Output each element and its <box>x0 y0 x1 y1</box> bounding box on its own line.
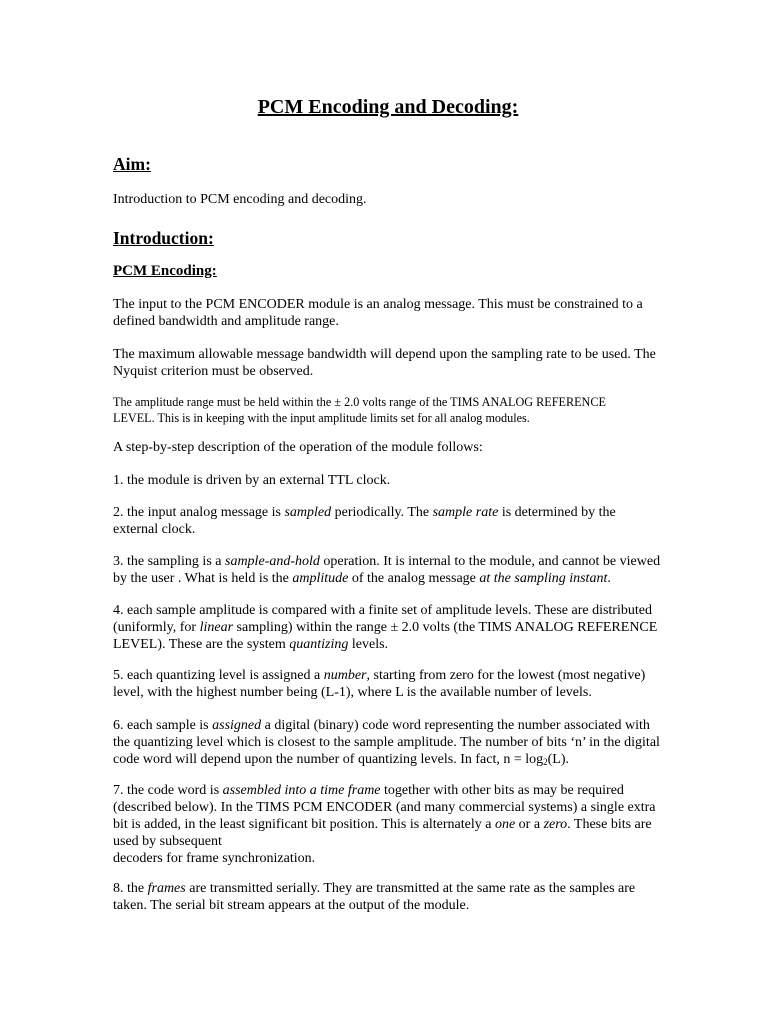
paragraph-amplitude-range <box>113 395 663 426</box>
step-5 <box>113 667 663 701</box>
italic-term: amplitude <box>292 571 349 586</box>
italic-term: sample-and-hold <box>225 554 320 569</box>
italic-term: number <box>323 668 367 683</box>
text-run: 2. the input analog message is <box>113 505 285 520</box>
text-line <box>113 553 663 570</box>
text-line <box>113 782 663 799</box>
text-run: or a <box>515 817 544 832</box>
italic-term: zero <box>543 817 568 832</box>
text-line: Nyquist criterion must be observed. <box>113 364 314 379</box>
italic-term: assigned <box>212 718 262 733</box>
text-line <box>113 570 663 587</box>
italic-term: at the sampling instant <box>479 571 608 586</box>
text-run: 3. the sampling is a <box>113 554 225 569</box>
text-run: operation. It is internal to the module, and cannot be viewed <box>319 554 661 569</box>
step-8 <box>113 880 663 914</box>
subscript: 2 <box>543 757 548 767</box>
text-run: (uniformly, for <box>113 620 200 635</box>
plus-minus-symbol: ± <box>334 395 342 409</box>
text-line: the quantizing level which is closest to the sample amplitude. The number of bits ‘n’ in the digital <box>113 735 660 750</box>
page-title: PCM Encoding and Decoding: <box>257 96 519 118</box>
text-line <box>113 717 663 734</box>
step-1: 1. the module is driven by an external TTL clock. <box>113 473 391 488</box>
text-line: 4. each sample amplitude is compared with a finite set of amplitude levels. These are distributed <box>113 603 652 618</box>
text-run: by the user . What is held is the <box>113 571 293 586</box>
text-line: decoders for frame synchronization. <box>113 851 316 866</box>
text-run: 5. each quantizing level is assigned a <box>113 668 324 683</box>
text-run: . These bits are <box>567 817 652 832</box>
text-run: , starting from zero for the lowest (most negative) <box>366 668 646 683</box>
step-4 <box>113 602 663 653</box>
introduction-heading: Introduction: <box>113 228 214 248</box>
italic-term: quantizing <box>289 637 349 652</box>
step-2 <box>113 504 663 538</box>
text-run: sampling) within the range ± 2.0 volts (the TIMS ANALOG REFERENCE <box>233 620 658 635</box>
text-line: defined bandwidth and amplitude range. <box>113 314 339 329</box>
text-line <box>113 504 663 521</box>
aim-text: Introduction to PCM encoding and decoding. <box>113 192 367 207</box>
step-7 <box>113 782 663 867</box>
italic-term: frames <box>147 881 186 896</box>
text-run: code word will depend upon the number of quantizing levels. In fact, n = log <box>113 752 544 767</box>
text-line <box>113 880 663 897</box>
text-run: is determined by the <box>498 505 616 520</box>
text-line <box>113 667 663 684</box>
text-run: a digital (binary) code word representing the number associated with <box>261 718 650 733</box>
text-run: . <box>607 571 611 586</box>
italic-term: sample rate <box>432 505 499 520</box>
text-run: 6. each sample is <box>113 718 213 733</box>
text-line: external clock. <box>113 522 196 537</box>
text-line: The maximum allowable message bandwidth will depend upon the sampling rate to be used. The <box>113 347 656 362</box>
paragraph-step-intro: A step-by-step description of the operation of the module follows: <box>113 440 483 455</box>
text-run: bit is added, in the least significant bit position. This is alternately a <box>113 817 495 832</box>
text-run: 2.0 volts range of the TIMS ANALOG REFERENCE <box>341 395 606 409</box>
text-line <box>113 751 663 771</box>
italic-term: one <box>494 817 516 832</box>
text-run: 8. the <box>113 881 148 896</box>
text-run: (L). <box>547 752 570 767</box>
text-run: are transmitted serially. They are transmitted at the same rate as the samples are <box>185 881 636 896</box>
text-line <box>113 395 663 411</box>
text-line <box>113 816 663 833</box>
italic-term: assembled into a time frame <box>222 783 381 798</box>
paragraph-input <box>113 296 663 330</box>
text-run: 7. the code word is <box>113 783 223 798</box>
italic-term: linear <box>199 620 234 635</box>
text-line: used by subsequent <box>113 834 222 849</box>
pcm-encoding-subheading: PCM Encoding: <box>113 263 217 279</box>
italic-term: sampled <box>284 505 332 520</box>
step-3 <box>113 553 663 587</box>
text-run: of the analog message <box>348 571 480 586</box>
paragraph-bandwidth <box>113 346 663 380</box>
text-line <box>113 636 663 653</box>
text-line: LEVEL. This is in keeping with the input amplitude limits set for all analog modules. <box>113 410 530 425</box>
text-run: The amplitude range must be held within the <box>113 395 335 409</box>
text-run: together with other bits as may be required <box>380 783 624 798</box>
text-run: levels. <box>348 637 389 652</box>
text-run: LEVEL). These are the system <box>113 637 290 652</box>
aim-heading: Aim: <box>113 154 151 174</box>
text-line: taken. The serial bit stream appears at the output of the module. <box>113 898 470 913</box>
text-line <box>113 619 663 636</box>
text-line: level, with the highest number being (L-1), where L is the available number of levels. <box>113 685 592 700</box>
text-line: (described below). In the TIMS PCM ENCODER (and many commercial systems) a single extra <box>113 800 656 815</box>
step-6 <box>113 717 663 771</box>
text-run: periodically. The <box>331 505 433 520</box>
text-line: The input to the PCM ENCODER module is an analog message. This must be constrained to a <box>113 297 643 312</box>
